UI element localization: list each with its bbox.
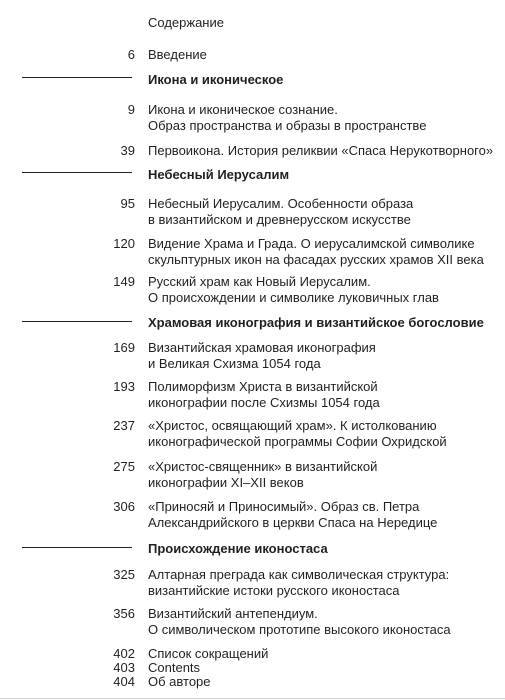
toc-page-number: 404: [113, 674, 135, 689]
toc-entry-title: [148, 499, 498, 531]
toc-page-number: 9: [127, 102, 135, 117]
toc-entry-title: [148, 196, 498, 228]
section-heading: Небесный Иерусалим: [148, 167, 290, 182]
section-divider: [22, 77, 132, 78]
toc-entry-title: [148, 274, 498, 306]
toc-page-number: 306: [113, 499, 135, 514]
toc-entry-line: «Христос, освящающий храм». К истолкованию: [148, 418, 437, 433]
toc-entry-title: [148, 143, 498, 159]
toc-entry-line: «Приносяй и Приносимый». Образ св. Петра: [148, 499, 420, 514]
toc-entry-line: иконографии XI–XII веков: [148, 475, 304, 490]
toc-page-number: 169: [113, 340, 135, 355]
toc-entry-title: [148, 340, 498, 372]
toc-page-number: 402: [113, 646, 135, 661]
toc-page-number: 120: [113, 236, 135, 251]
toc-page-number: 275: [113, 459, 135, 474]
section-divider: [22, 172, 132, 173]
toc-entry-title: Введение: [148, 47, 207, 62]
toc-entry-line: византийские истоки русского иконостаса: [148, 583, 400, 598]
toc-entry-line: Видение Храма и Града. О иерусалимской символике: [148, 236, 475, 251]
toc-entry-title: [148, 379, 498, 411]
toc-entry-line: Алтарная преграда как символическая структура:: [148, 567, 450, 582]
toc-page-number: 356: [113, 606, 135, 621]
toc-entry-line: скульптурных икон на фасадах русских храмов XII века: [148, 252, 484, 267]
toc-page-number: 95: [120, 196, 135, 211]
toc-entry-line: Александрийского в церкви Спаса на Нередице: [148, 515, 438, 530]
toc-page-number: 149: [113, 274, 135, 289]
section-divider: [22, 547, 132, 548]
toc-entry-line: Икона и иконическое сознание.: [148, 102, 338, 117]
toc-page-number: 237: [113, 418, 135, 433]
toc-page-number: 403: [113, 660, 135, 675]
toc-entry-title: [148, 418, 498, 450]
toc-entry-line: Небесный Иерусалим. Особенности образа: [148, 196, 414, 211]
toc-entry-title: Об авторе: [148, 674, 211, 689]
toc-entry-title: Список сокращений: [148, 646, 269, 661]
toc-page-number: 193: [113, 379, 135, 394]
toc-entry-title: Contents: [148, 660, 201, 675]
toc-entry-line: Образ пространства и образы в пространстве: [148, 118, 427, 133]
toc-entry-line: иконографии после Схизмы 1054 года: [148, 395, 380, 410]
toc-entry-line: Первоикона. История реликвии «Спаса Нерукотворного»: [148, 143, 494, 158]
section-heading: Храмовая иконография и византийское богословие: [148, 315, 484, 330]
toc-entry-title: [148, 459, 498, 491]
toc-page-number: 325: [113, 567, 135, 582]
toc-entry-line: Византийская храмовая иконография: [148, 340, 376, 355]
section-divider: [22, 321, 132, 322]
toc-entry-line: в византийском и древнерусском искусстве: [148, 212, 411, 227]
toc-page-number: 6: [127, 47, 135, 62]
toc-entry-line: О происхождении и символике луковичных глав: [148, 290, 439, 305]
toc-entry-title: [148, 606, 498, 638]
toc-entry-title: [148, 236, 498, 268]
toc-entry-title: [148, 567, 498, 599]
page-title: Содержание: [148, 15, 224, 30]
toc-entry-line: Византийский антепендиум.: [148, 606, 318, 621]
toc-entry-line: и Великая Схизма 1054 года: [148, 356, 321, 371]
toc-entry-line: Полиморфизм Христа в византийской: [148, 379, 378, 394]
toc-entry-title: [148, 102, 498, 134]
toc-entry-line: Русский храм как Новый Иерусалим.: [148, 274, 371, 289]
toc-entry-line: иконографической программы Софии Охридской: [148, 434, 447, 449]
page-bottom-edge: [0, 698, 505, 699]
toc-entry-line: О символическом прототипе высокого иконостаса: [148, 622, 451, 637]
section-heading: Происхождение иконостаса: [148, 541, 328, 556]
toc-entry-line: «Христос-священник» в византийской: [148, 459, 378, 474]
section-heading: Икона и иконическое: [148, 72, 284, 87]
toc-page-number: 39: [120, 143, 135, 158]
